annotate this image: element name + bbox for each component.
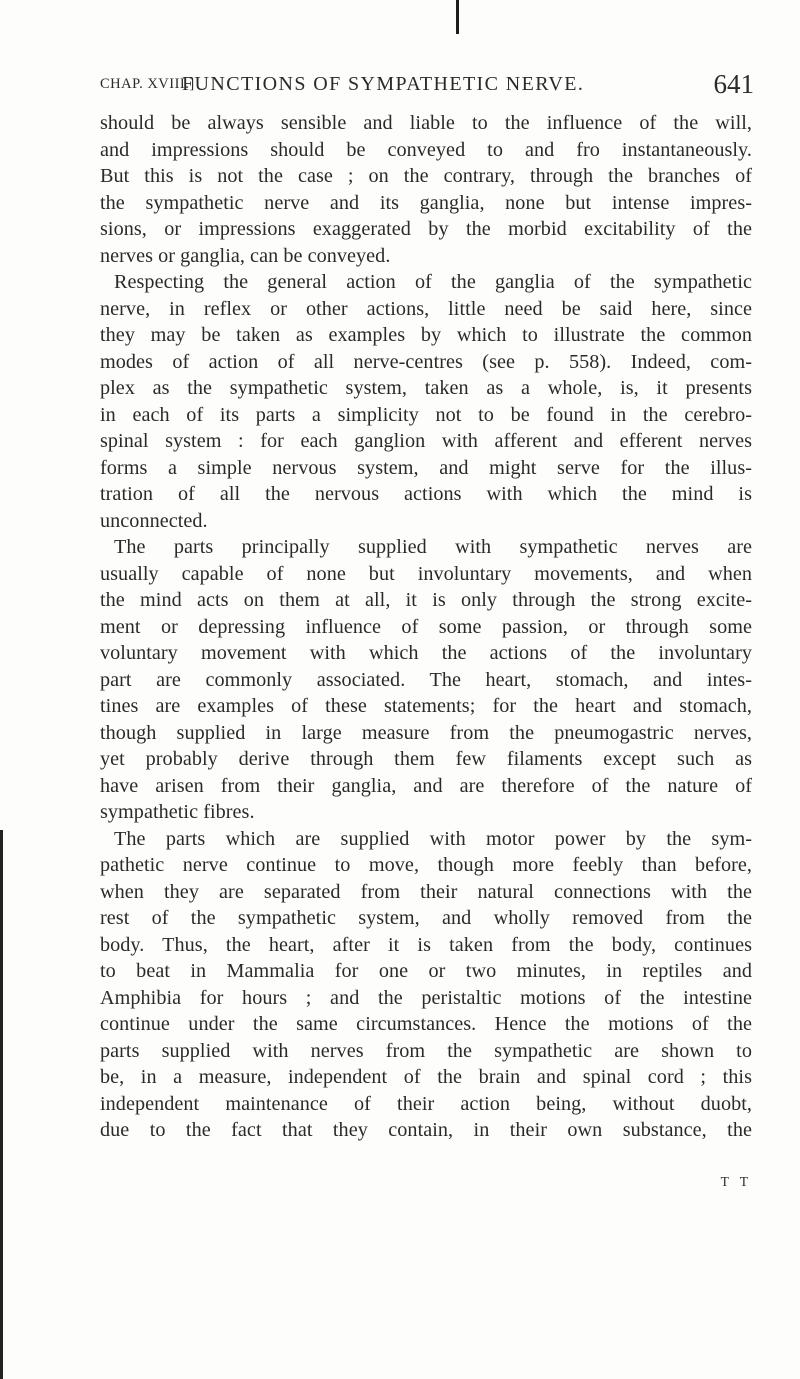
printer-signature-mark: T T	[720, 1174, 752, 1189]
binding-mark-top	[456, 0, 459, 34]
text-line: parts supplied with nerves from the sympathetic are shown to	[100, 1039, 752, 1062]
text-line: due to the fact that they contain, in their own substance, the	[100, 1119, 752, 1141]
text-line: Respecting the general action of the ganglia of the sympathetic	[114, 271, 752, 293]
text-line: rest of the sympathetic system, and wholly removed from the	[100, 907, 752, 929]
scan-edge-shadow	[0, 830, 3, 1379]
text-line: and impressions should be conveyed to and fro instantaneously.	[100, 138, 752, 161]
text-line: tration of all the nervous actions with which the mind is	[100, 483, 752, 505]
text-line: independent maintenance of their action being, without duobt,	[100, 1092, 752, 1115]
text-line: spinal system : for each ganglion with afferent and efferent nerves	[100, 430, 752, 452]
page-number: 641	[713, 69, 754, 99]
text-line: The parts which are supplied with motor power by the sym-	[114, 827, 752, 850]
text-line: sions, or impressions exaggerated by the morbid excitability of the	[100, 218, 752, 240]
text-line: modes of action of all nerve-centres (see p. 558). Indeed, com-	[100, 350, 752, 373]
text-line: in each of its parts a simplicity not to be found in the cerebro-	[100, 403, 752, 426]
text-line: Amphibia for hours ; and the peristaltic motions of the intestine	[100, 986, 752, 1009]
text-line: the mind acts on them at all, it is only through the strong excite-	[100, 589, 752, 611]
text-line: pathetic nerve continue to move, though more feebly than before,	[100, 854, 752, 876]
text-line: continue under the same circumstances. Hence the motions of the	[100, 1013, 752, 1035]
text-line: part are commonly associated. The heart, stomach, and intes-	[100, 668, 752, 691]
text-line: be, in a measure, independent of the brain and spinal cord ; this	[100, 1066, 752, 1088]
running-head	[100, 62, 760, 106]
text-line: they may be taken as examples by which to illustrate the common	[100, 324, 752, 346]
text-line: plex as the sympathetic system, taken as a whole, is, it presents	[100, 377, 752, 399]
text-line: when they are separated from their natural connections with the	[100, 880, 752, 903]
text-line: The parts principally supplied with sympathetic nerves are	[114, 536, 752, 558]
text-line: usually capable of none but involuntary movements, and when	[100, 562, 752, 585]
text-line: yet probably derive through them few filaments except such as	[100, 748, 752, 770]
text-line: the sympathetic nerve and its ganglia, none but intense impres-	[100, 191, 752, 214]
text-line: should be always sensible and liable to the influence of the will,	[100, 112, 752, 134]
text-line: body. Thus, the heart, after it is taken from the body, continues	[100, 933, 752, 956]
text-line: voluntary movement with which the actions of the involuntary	[100, 642, 752, 664]
text-line: sympathetic fibres.	[100, 801, 255, 823]
text-line: unconnected.	[100, 509, 208, 532]
text-line: nerves or ganglia, can be conveyed.	[100, 244, 391, 267]
text-line: forms a simple nervous system, and might serve for the illus-	[100, 456, 752, 479]
body-text	[100, 110, 752, 1144]
chapter-label: CHAP. XVIII.]	[100, 76, 195, 92]
text-line: ment or depressing influence of some passion, or through some	[100, 615, 752, 638]
text-line: though supplied in large measure from the pneumogastric nerves,	[100, 721, 752, 744]
running-title: FUNCTIONS OF SYMPATHETIC NERVE.	[182, 73, 585, 95]
text-line: nerve, in reflex or other actions, little need be said here, since	[100, 297, 752, 320]
text-line: tines are examples of these statements; for the heart and stomach,	[100, 695, 752, 717]
text-line: to beat in Mammalia for one or two minutes, in reptiles and	[100, 960, 752, 982]
text-line: But this is not the case ; on the contrary, through the branches of	[100, 165, 752, 187]
text-line: have arisen from their ganglia, and are therefore of the nature of	[100, 774, 752, 797]
